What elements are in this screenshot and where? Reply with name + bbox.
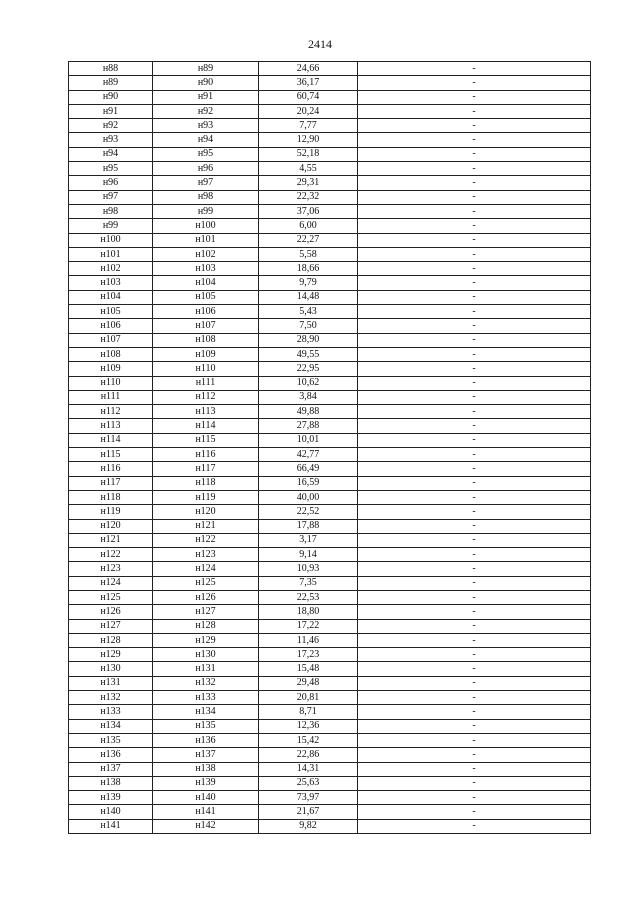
to-point-cell: н115 [153,433,259,447]
from-point-cell: н111 [69,390,153,404]
from-point-cell: н103 [69,276,153,290]
distance-cell: 4,55 [259,162,358,176]
note-cell: - [358,705,591,719]
to-point-cell: н97 [153,176,259,190]
distance-cell: 36,17 [259,76,358,90]
distance-cell: 22,27 [259,233,358,247]
table-row [69,290,591,304]
table-row [69,62,591,76]
table-row [69,119,591,133]
from-point-cell: н107 [69,333,153,347]
distance-cell: 22,32 [259,190,358,204]
from-point-cell: н124 [69,576,153,590]
table-row [69,405,591,419]
to-point-cell: н130 [153,648,259,662]
from-point-cell: н112 [69,405,153,419]
table-row [69,247,591,261]
note-cell: - [358,176,591,190]
to-point-cell: н123 [153,548,259,562]
note-cell: - [358,219,591,233]
note-cell: - [358,490,591,504]
note-cell: - [358,405,591,419]
distance-cell: 15,42 [259,733,358,747]
table-row [69,390,591,404]
from-point-cell: н130 [69,662,153,676]
note-cell: - [358,247,591,261]
table-row [69,762,591,776]
to-point-cell: н109 [153,347,259,361]
from-point-cell: н97 [69,190,153,204]
from-point-cell: н108 [69,347,153,361]
from-point-cell: н110 [69,376,153,390]
note-cell: - [358,562,591,576]
distance-cell: 73,97 [259,791,358,805]
distance-cell: 28,90 [259,333,358,347]
from-point-cell: н121 [69,533,153,547]
note-cell: - [358,676,591,690]
from-point-cell: н95 [69,162,153,176]
distance-cell: 3,84 [259,390,358,404]
from-point-cell: н96 [69,176,153,190]
note-cell: - [358,162,591,176]
table-row [69,605,591,619]
from-point-cell: н104 [69,290,153,304]
table-row [69,733,591,747]
distance-cell: 5,58 [259,247,358,261]
distance-cell: 22,95 [259,362,358,376]
distance-cell: 52,18 [259,147,358,161]
note-cell: - [358,762,591,776]
from-point-cell: н127 [69,619,153,633]
distance-cell: 9,82 [259,819,358,833]
from-point-cell: н90 [69,90,153,104]
note-cell: - [358,662,591,676]
to-point-cell: н137 [153,748,259,762]
to-point-cell: н92 [153,104,259,118]
to-point-cell: н108 [153,333,259,347]
from-point-cell: н131 [69,676,153,690]
to-point-cell: н107 [153,319,259,333]
table-row [69,276,591,290]
from-point-cell: н123 [69,562,153,576]
note-cell: - [358,390,591,404]
from-point-cell: н93 [69,133,153,147]
to-point-cell: н103 [153,262,259,276]
to-point-cell: н129 [153,633,259,647]
from-point-cell: н105 [69,305,153,319]
distance-cell: 20,24 [259,104,358,118]
to-point-cell: н140 [153,791,259,805]
note-cell: - [358,805,591,819]
to-point-cell: н94 [153,133,259,147]
to-point-cell: н100 [153,219,259,233]
to-point-cell: н99 [153,204,259,218]
note-cell: - [358,190,591,204]
to-point-cell: н105 [153,290,259,304]
note-cell: - [358,133,591,147]
to-point-cell: н98 [153,190,259,204]
note-cell: - [358,233,591,247]
table-row [69,376,591,390]
table-row [69,619,591,633]
table-row [69,347,591,361]
to-point-cell: н142 [153,819,259,833]
distance-cell: 11,46 [259,633,358,647]
distance-cell: 7,77 [259,119,358,133]
from-point-cell: н102 [69,262,153,276]
to-point-cell: н124 [153,562,259,576]
to-point-cell: н111 [153,376,259,390]
to-point-cell: н128 [153,619,259,633]
to-point-cell: н141 [153,805,259,819]
table-row [69,719,591,733]
from-point-cell: н118 [69,490,153,504]
table-row [69,490,591,504]
table-row [69,776,591,790]
from-point-cell: н89 [69,76,153,90]
distance-cell: 14,31 [259,762,358,776]
note-cell: - [358,90,591,104]
distance-cell: 60,74 [259,90,358,104]
table-row [69,433,591,447]
to-point-cell: н113 [153,405,259,419]
note-cell: - [358,347,591,361]
to-point-cell: н89 [153,62,259,76]
note-cell: - [358,276,591,290]
to-point-cell: н122 [153,533,259,547]
table-row [69,90,591,104]
to-point-cell: н112 [153,390,259,404]
note-cell: - [358,419,591,433]
from-point-cell: н132 [69,691,153,705]
to-point-cell: н125 [153,576,259,590]
from-point-cell: н117 [69,476,153,490]
table-row [69,204,591,218]
table-row [69,190,591,204]
table-row [69,805,591,819]
to-point-cell: н95 [153,147,259,161]
table-row [69,104,591,118]
distance-cell: 8,71 [259,705,358,719]
distance-cell: 5,43 [259,305,358,319]
distance-cell: 18,80 [259,605,358,619]
note-cell: - [358,262,591,276]
table-row [69,333,591,347]
from-point-cell: н138 [69,776,153,790]
from-point-cell: н113 [69,419,153,433]
table-row [69,705,591,719]
table-row [69,262,591,276]
distance-cell: 40,00 [259,490,358,504]
note-cell: - [358,776,591,790]
distance-cell: 21,67 [259,805,358,819]
distance-cell: 12,90 [259,133,358,147]
from-point-cell: н125 [69,590,153,604]
note-cell: - [358,548,591,562]
distance-cell: 20,81 [259,691,358,705]
table-row [69,462,591,476]
distance-cell: 17,23 [259,648,358,662]
note-cell: - [358,476,591,490]
table-body [69,62,591,834]
to-point-cell: н116 [153,448,259,462]
table-row [69,147,591,161]
table-row [69,319,591,333]
distance-cell: 29,31 [259,176,358,190]
to-point-cell: н110 [153,362,259,376]
from-point-cell: н115 [69,448,153,462]
note-cell: - [358,104,591,118]
note-cell: - [358,590,591,604]
from-point-cell: н134 [69,719,153,733]
to-point-cell: н114 [153,419,259,433]
from-point-cell: н119 [69,505,153,519]
table-row [69,176,591,190]
distance-cell: 9,79 [259,276,358,290]
table-row [69,76,591,90]
table-row [69,819,591,833]
distance-cell: 17,22 [259,619,358,633]
distance-cell: 17,88 [259,519,358,533]
from-point-cell: н140 [69,805,153,819]
distance-cell: 66,49 [259,462,358,476]
to-point-cell: н93 [153,119,259,133]
to-point-cell: н136 [153,733,259,747]
distance-cell: 7,35 [259,576,358,590]
to-point-cell: н106 [153,305,259,319]
table-row [69,648,591,662]
to-point-cell: н118 [153,476,259,490]
note-cell: - [358,290,591,304]
distance-cell: 6,00 [259,219,358,233]
table-row [69,519,591,533]
from-point-cell: н120 [69,519,153,533]
to-point-cell: н132 [153,676,259,690]
from-point-cell: н137 [69,762,153,776]
distance-cell: 10,93 [259,562,358,576]
from-point-cell: н136 [69,748,153,762]
to-point-cell: н104 [153,276,259,290]
to-point-cell: н139 [153,776,259,790]
from-point-cell: н92 [69,119,153,133]
distance-cell: 22,52 [259,505,358,519]
from-point-cell: н139 [69,791,153,805]
distance-cell: 22,53 [259,590,358,604]
note-cell: - [358,791,591,805]
distance-cell: 16,59 [259,476,358,490]
to-point-cell: н134 [153,705,259,719]
from-point-cell: н106 [69,319,153,333]
note-cell: - [358,433,591,447]
page-number: 2414 [308,37,332,51]
distance-cell: 12,36 [259,719,358,733]
to-point-cell: н133 [153,691,259,705]
from-point-cell: н94 [69,147,153,161]
to-point-cell: н102 [153,247,259,261]
from-point-cell: н126 [69,605,153,619]
boundary-segments-table [68,61,591,834]
table-row [69,305,591,319]
note-cell: - [358,362,591,376]
distance-cell: 24,66 [259,62,358,76]
table-row [69,133,591,147]
table-row [69,548,591,562]
from-point-cell: н98 [69,204,153,218]
to-point-cell: н90 [153,76,259,90]
from-point-cell: н101 [69,247,153,261]
note-cell: - [358,462,591,476]
note-cell: - [358,576,591,590]
to-point-cell: н138 [153,762,259,776]
distance-cell: 10,01 [259,433,358,447]
note-cell: - [358,76,591,90]
to-point-cell: н126 [153,590,259,604]
table-row [69,662,591,676]
to-point-cell: н119 [153,490,259,504]
table-row [69,691,591,705]
from-point-cell: н99 [69,219,153,233]
to-point-cell: н96 [153,162,259,176]
distance-cell: 10,62 [259,376,358,390]
distance-cell: 49,55 [259,347,358,361]
table-row [69,362,591,376]
table-row [69,505,591,519]
note-cell: - [358,533,591,547]
note-cell: - [358,119,591,133]
note-cell: - [358,333,591,347]
table-row [69,748,591,762]
from-point-cell: н135 [69,733,153,747]
from-point-cell: н109 [69,362,153,376]
distance-cell: 3,17 [259,533,358,547]
table-row [69,419,591,433]
distance-cell: 18,66 [259,262,358,276]
note-cell: - [358,605,591,619]
note-cell: - [358,648,591,662]
table-row [69,448,591,462]
note-cell: - [358,619,591,633]
distance-cell: 49,88 [259,405,358,419]
table-row [69,590,591,604]
table-row [69,162,591,176]
distance-cell: 29,48 [259,676,358,690]
table-row [69,633,591,647]
to-point-cell: н127 [153,605,259,619]
note-cell: - [358,376,591,390]
table-row [69,562,591,576]
note-cell: - [358,719,591,733]
from-point-cell: н116 [69,462,153,476]
table-row [69,533,591,547]
note-cell: - [358,505,591,519]
table-row [69,233,591,247]
distance-cell: 14,48 [259,290,358,304]
distance-cell: 27,88 [259,419,358,433]
note-cell: - [358,733,591,747]
from-point-cell: н141 [69,819,153,833]
note-cell: - [358,204,591,218]
from-point-cell: н88 [69,62,153,76]
distance-cell: 9,14 [259,548,358,562]
from-point-cell: н128 [69,633,153,647]
note-cell: - [358,319,591,333]
note-cell: - [358,691,591,705]
distance-cell: 37,06 [259,204,358,218]
to-point-cell: н101 [153,233,259,247]
table-row [69,576,591,590]
from-point-cell: н100 [69,233,153,247]
note-cell: - [358,305,591,319]
from-point-cell: н114 [69,433,153,447]
table-row [69,676,591,690]
note-cell: - [358,448,591,462]
to-point-cell: н91 [153,90,259,104]
from-point-cell: н129 [69,648,153,662]
distance-cell: 7,50 [259,319,358,333]
from-point-cell: н122 [69,548,153,562]
table-row [69,219,591,233]
distance-cell: 25,63 [259,776,358,790]
note-cell: - [358,633,591,647]
from-point-cell: н133 [69,705,153,719]
to-point-cell: н121 [153,519,259,533]
note-cell: - [358,147,591,161]
note-cell: - [358,62,591,76]
to-point-cell: н135 [153,719,259,733]
note-cell: - [358,519,591,533]
from-point-cell: н91 [69,104,153,118]
note-cell: - [358,748,591,762]
table-row [69,476,591,490]
to-point-cell: н117 [153,462,259,476]
table-row [69,791,591,805]
to-point-cell: н131 [153,662,259,676]
distance-cell: 15,48 [259,662,358,676]
to-point-cell: н120 [153,505,259,519]
note-cell: - [358,819,591,833]
distance-cell: 22,86 [259,748,358,762]
distance-cell: 42,77 [259,448,358,462]
